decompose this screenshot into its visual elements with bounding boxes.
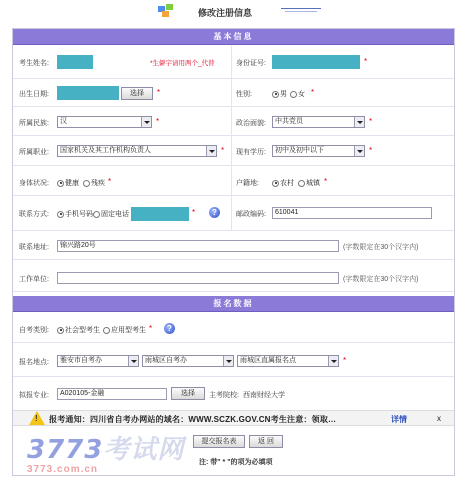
id-required-mark: *: [364, 57, 368, 66]
politics-required-mark: *: [369, 117, 373, 126]
education-required-mark: *: [369, 146, 373, 155]
row-health-hukou: [13, 166, 454, 196]
dropdown-arrow-icon: [328, 356, 338, 366]
education-select[interactable]: 初中及初中以下: [272, 145, 365, 157]
postcode-field[interactable]: 610041: [272, 207, 432, 219]
exam-type-social-radio[interactable]: 社会型考生: [57, 325, 100, 335]
major-field[interactable]: A020105-金融: [57, 388, 167, 400]
title-decoration: [281, 8, 321, 14]
close-icon[interactable]: x: [437, 414, 441, 423]
gender-male-radio[interactable]: 男: [272, 89, 287, 99]
health-ok-radio[interactable]: 健康: [57, 178, 79, 188]
page-header: [0, 0, 467, 24]
job-select[interactable]: 国家机关及其工作机构负责人: [57, 145, 217, 157]
site-watermark: [27, 429, 184, 475]
name-hint: *生僻字请用两个_代替: [150, 60, 215, 67]
row-exam-site: [13, 343, 454, 377]
notice-ticker: [13, 410, 454, 426]
address-limit-note: (字数限定在30个汉字内): [343, 244, 419, 251]
radio-selected-icon: [272, 91, 279, 98]
dropdown-arrow-icon: [354, 146, 364, 156]
row-job-education: [13, 136, 454, 166]
gender-label: 性别:: [236, 91, 252, 98]
job-required-mark: *: [221, 146, 225, 155]
birth-date-field[interactable]: [57, 86, 119, 100]
contact-required-mark: *: [192, 208, 196, 217]
section-basic-header: 基本信息: [13, 29, 454, 45]
submit-button[interactable]: 提交报名表: [193, 435, 245, 448]
school-label: 主考院校:: [209, 392, 239, 399]
row-exam-type: [13, 313, 454, 343]
dropdown-arrow-icon: [223, 356, 233, 366]
id-number-field[interactable]: [272, 55, 360, 69]
row-contact-postcode: [13, 196, 454, 231]
exam-type-label: 自考类别:: [19, 327, 49, 334]
id-label: 身份证号:: [236, 60, 266, 67]
row-ethnic-politics: [13, 107, 454, 136]
notice-detail-link[interactable]: 详情: [391, 415, 407, 424]
postcode-label: 邮政编码:: [236, 211, 266, 218]
contact-label: 联系方式:: [19, 211, 49, 218]
watermark-url: 3773.com.cn: [27, 464, 99, 475]
exam-type-applied-radio[interactable]: 应用型考生: [103, 325, 146, 335]
row-name-id: [13, 46, 454, 79]
name-field[interactable]: [57, 55, 93, 69]
radio-selected-icon: [57, 180, 64, 187]
gender-required-mark: *: [311, 88, 315, 97]
radio-selected-icon: [272, 180, 279, 187]
dropdown-arrow-icon: [128, 356, 138, 366]
phone-field[interactable]: [131, 207, 189, 221]
name-label: 考生姓名:: [19, 60, 49, 67]
education-label: 现有学历:: [236, 149, 266, 156]
birth-label: 出生日期:: [19, 91, 49, 98]
watermark-logo: 3773考试网: [27, 435, 185, 465]
site-city-select[interactable]: 雅安市自考办: [57, 355, 139, 367]
school-value: 西南财经大学: [243, 392, 285, 399]
job-label: 所属职业:: [19, 149, 49, 156]
site-label: 报名地点:: [19, 359, 49, 366]
address-field[interactable]: 锦兴路20号: [57, 240, 339, 252]
address-label: 联系地址:: [19, 244, 49, 251]
birth-required-mark: *: [157, 88, 161, 97]
row-major: [13, 377, 454, 410]
contact-mobile-radio[interactable]: 手机号码: [57, 209, 93, 219]
major-select-button[interactable]: 选择: [171, 387, 205, 400]
radio-icon: [83, 180, 90, 187]
help-icon[interactable]: ?: [164, 323, 175, 334]
radio-selected-icon: [57, 327, 64, 334]
ethnic-select[interactable]: 汉: [57, 116, 152, 128]
gender-female-radio[interactable]: 女: [290, 89, 305, 99]
hukou-urban-radio[interactable]: 城镇: [298, 178, 320, 188]
politics-label: 政治面貌:: [236, 120, 266, 127]
ethnic-required-mark: *: [156, 117, 160, 126]
back-button[interactable]: 返 回: [249, 435, 283, 448]
row-address: [13, 231, 454, 260]
birth-select-button[interactable]: 选择: [121, 87, 153, 100]
radio-icon: [298, 180, 305, 187]
radio-selected-icon: [57, 211, 64, 218]
dropdown-arrow-icon: [206, 146, 216, 156]
section-apply-header: 报名数据: [13, 296, 454, 312]
required-footnote: 注: 带" * "的项为必填项: [199, 459, 273, 466]
radio-icon: [103, 327, 110, 334]
major-label: 拟报专业:: [19, 392, 49, 399]
contact-fixed-radio[interactable]: 固定电话: [93, 209, 129, 219]
hukou-rural-radio[interactable]: 农村: [272, 178, 294, 188]
work-limit-note: (字数限定在30个汉字内): [343, 276, 419, 283]
dropdown-arrow-icon: [354, 117, 364, 127]
politics-select[interactable]: 中共党员: [272, 116, 365, 128]
row-work: [13, 260, 454, 292]
site-district-select[interactable]: 雨城区自考办: [142, 355, 234, 367]
row-birth-gender: [13, 79, 454, 107]
radio-icon: [93, 211, 100, 218]
warning-icon: !: [29, 411, 45, 425]
work-field[interactable]: [57, 272, 339, 284]
work-label: 工作单位:: [19, 276, 49, 283]
help-icon[interactable]: ?: [209, 207, 220, 218]
notice-text: 报考通知：四川省自考办网站的域名：WWW.SCZK.GOV.CN考生注意：领取…: [49, 415, 337, 424]
radio-icon: [290, 91, 297, 98]
ethnic-label: 所属民族:: [19, 120, 49, 127]
form-icon: [158, 4, 174, 18]
site-required-mark: *: [343, 356, 347, 365]
health-required-mark: *: [108, 177, 112, 186]
hukou-required-mark: *: [324, 177, 328, 186]
dropdown-arrow-icon: [141, 117, 151, 127]
registration-form: [12, 28, 455, 476]
health-disabled-radio[interactable]: 残疾: [83, 178, 105, 188]
exam-type-required-mark: *: [149, 324, 153, 333]
site-point-select[interactable]: 雨城区直属报名点: [237, 355, 339, 367]
health-label: 身体状况:: [19, 180, 49, 187]
hukou-label: 户籍地:: [236, 180, 259, 187]
page-title: 修改注册信息: [198, 8, 253, 18]
